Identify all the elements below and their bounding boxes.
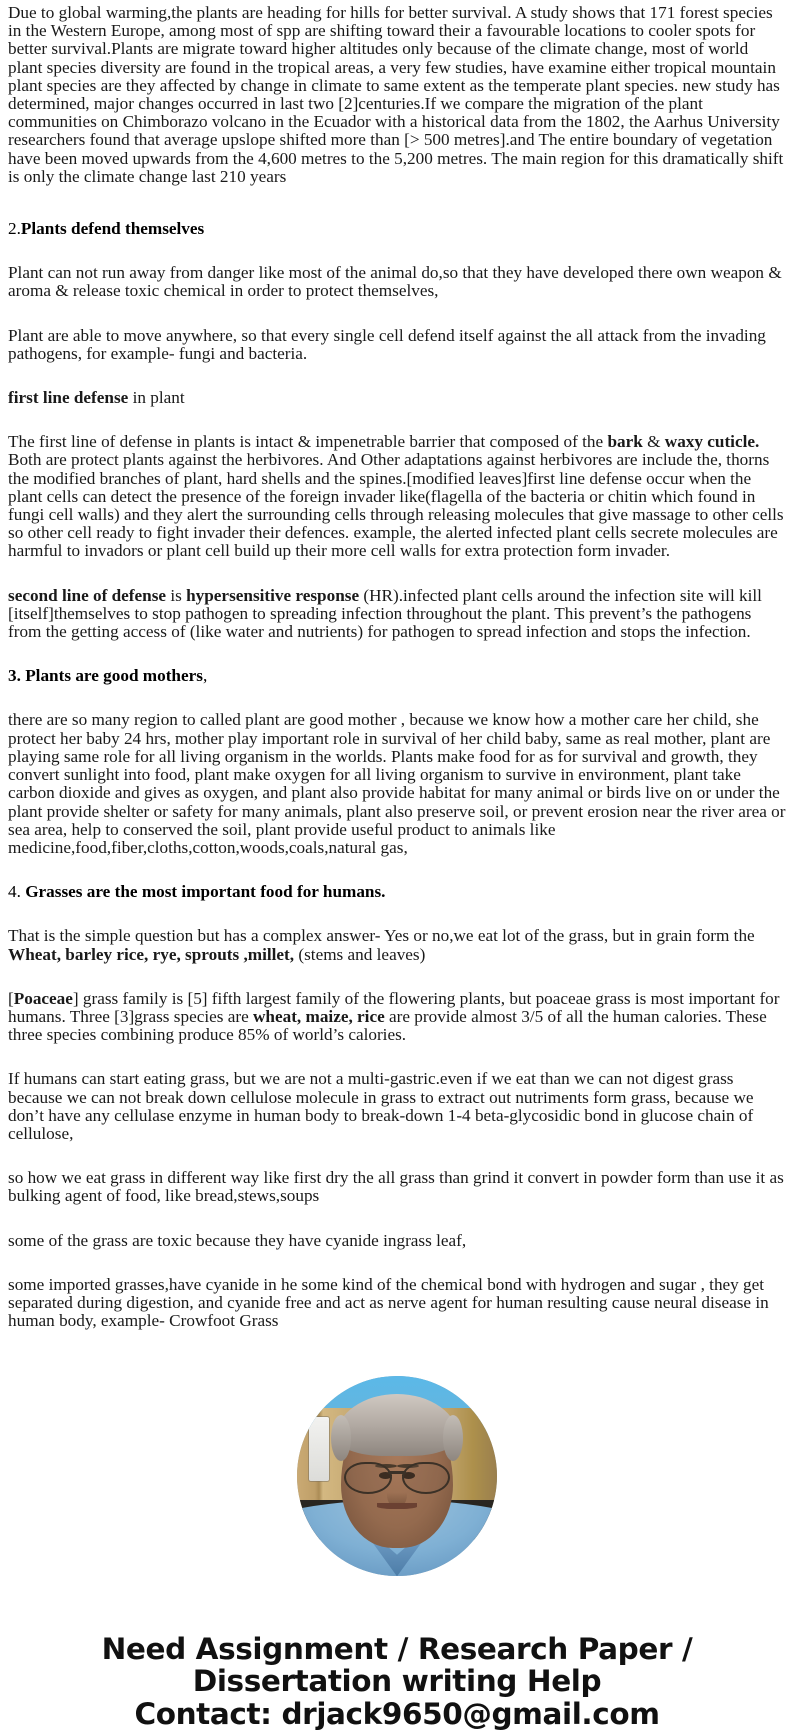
first-defense-part2: Both are protect plants against the herbivores. And Other adaptations against herbivores are include the, thorns the modified branches of plant, hard shells and the spines.[modified leaves]first line defense occur when the plant cells can detect the presence of the foreign invader like(flagella of the bacteria or chitin which found in fungi cell walls) and they alert the surrounding cells through releasing molecules that give massage to other cells so other cell ready to fight invader their defences. example, the alerted infected plant cells secrete molecules are harmful to invadors or plant cell build up their more cell walls for extra protection form invader. — [8, 450, 784, 561]
para-4b-open-bracket: [ — [8, 988, 14, 1008]
paragraph-first-defense — [8, 433, 786, 560]
first-defense-mid: & — [642, 432, 665, 452]
avatar-glasses-bridge — [388, 1471, 406, 1474]
second-defense-bold-lead: second line of defense — [8, 585, 167, 605]
avatar-container — [8, 1376, 786, 1576]
first-defense-bold-waxy-cuticle: waxy cuticle. — [664, 432, 760, 452]
heading-3-title: 3. Plants are good mothers — [8, 666, 203, 686]
spacer — [8, 1264, 786, 1276]
first-defense-bold-bark: bark — [607, 432, 643, 452]
heading-4-number: 4. — [8, 882, 26, 902]
paragraph-2a: Plant can not run away from danger like most of the animal do,so that they have developed there own weapon & aroma & release toxic chemical in order to protect themselves, — [8, 263, 782, 301]
para-4b-bold-species: wheat, maize, rice — [253, 1006, 385, 1026]
heading-2-title: Plants defend themselves — [20, 219, 205, 239]
avatar-lens-left — [344, 1462, 392, 1494]
avatar-lens-right — [402, 1462, 450, 1494]
avatar — [297, 1376, 497, 1576]
clipped-top-line-text — [8, 0, 786, 4]
first-defense-part1: The first line of defense in plants is intact & impenetrable barrier that composed of the — [8, 432, 608, 452]
para-4a-part1: That is the simple question but has a complex answer- Yes or no,we eat lot of the grass, but in grain form the — [8, 926, 755, 946]
paragraph-4e: some of the grass are toxic because they have cyanide ingrass leaf, — [8, 1230, 467, 1250]
glasses-icon — [344, 1462, 450, 1492]
paragraph-intro: Due to global warming,the plants are heading for hills for better survival. A study shows that 171 forest species in the Western Europe, among most of spp are shifting toward their a favourable locations to cooler spots for better survival.Plants are migrate toward higher altitudes only because of the climate change, most of world plant species diversity are found in the tropical areas, a very few studies, have examine either tropical mountain plant species are they affected by change in climate to same extent as the temperate plant species. new study has determined, major changes occurred in last two [2]centuries.If we compare the migration of the plant communities on Chimborazo volcano in the Ecuador with a historical data from the 1802, the Aarhus University researchers found that average upslope shifted more than [> 500 metres].and The entire boundary of vegetation have been moved upwards from the 4,600 metres to the 5,200 metres. The main region for this dramatically shift is only the climate change last 210 years — [8, 3, 784, 186]
first-line-defense-bold: first line defense — [8, 388, 129, 408]
paragraph-4f: some imported grasses,have cyanide in he some kind of the chemical bond with hydrogen and sugar , they get separated during digestion, and cyanide free and act as nerve agent for human resulting cause neural disease in human body, example- Crowfoot Grass — [8, 1274, 769, 1331]
first-line-defense-rest: in plant — [128, 388, 185, 408]
promo-footer — [8, 1634, 786, 1731]
para-4a-part2: (stems and leaves) — [294, 944, 426, 964]
paragraph-4d: so how we eat grass in different way like first dry the all grass than grind it convert in powder form than use it as bulking agent of food, like bread,stews,soups — [8, 1168, 784, 1206]
spacer — [8, 200, 786, 220]
promo-line-2: Contact: drjack9650@gmail.com — [134, 1697, 660, 1731]
paragraph-second-defense — [8, 587, 786, 642]
para-4b-bold-poaceae: Poaceae — [13, 988, 73, 1008]
paragraph-4c: If humans can start eating grass, but we are not a multi-gastric.even if we eat than we can not digest grass because we can not break down cellulose molecule in grass to extract out nutriments form grass, because we don’t have any cellulase enzyme in human body to break-down 1-4 beta-glycosidic bond in glucose chain of cellulose, — [8, 1069, 754, 1143]
paragraph-4b — [8, 990, 786, 1045]
clipped-top-line — [8, 0, 786, 4]
promo-line-1: Need Assignment / Research Paper / Dissertation writing Help — [101, 1632, 693, 1698]
para-4a-bold-grains: Wheat, barley rice, rye, sprouts ,millet, — [8, 944, 295, 964]
spacer — [8, 315, 786, 327]
subheading-first-line-defense — [8, 389, 786, 407]
avatar-mouth — [377, 1503, 417, 1509]
heading-2-number: 2. — [8, 219, 21, 239]
paragraph-2b: Plant are able to move anywhere, so that every single cell defend itself against the all attack from the invading pathogens, for example- fungi and bacteria. — [8, 325, 766, 363]
second-defense-part2: (HR).infected plant cells around the infection site will kill [itself]themselves to stop pathogen to spreading infection throughout the plant. This prevent’s the pathogens from the getting access of (like water and nutrients) for pathogen to spread infection and stops the infection. — [8, 585, 762, 642]
second-defense-mid: is — [166, 585, 187, 605]
para-4b-part2: are provide almost 3/5 of all the human calories. These three species combining produce 85% of world’s calories. — [8, 1006, 767, 1045]
paragraph-3: there are so many region to called plant are good mother , because we know how a mother care her child, she protect her baby 24 hrs, mother play important role in survival of her child baby, same as real mother, plant are playing same role for all living organism in the worlds. Plants make food for as for survival and growth, they convert sunlight into food, plant make oxygen for all living organism to survive in environment, plant take carbon dioxide and gives as oxygen, and plant also provide habitat for many animal or birds live on or under the plant provide shelter or safety for many animals, plant also preserve soil, or prevent erosion near the river area or sea area, help to conserved the soil, plant provide useful product to animals like medicine,food,fiber,cloths,cotton,woods,coals,natural gas, — [8, 710, 786, 857]
paragraph-4a — [8, 927, 786, 963]
spacer — [8, 1220, 786, 1232]
heading-3-trailing: , — [202, 666, 208, 686]
heading-2-plants-defend-themselves — [8, 220, 786, 238]
heading-4-grasses-important-food — [8, 883, 786, 901]
heading-4-title: Grasses are the most important food for humans. — [25, 882, 386, 902]
second-defense-bold-hr: hypersensitive response — [186, 585, 360, 605]
heading-3-plants-are-good-mothers — [8, 667, 786, 685]
para-4b-part1: ] grass family is [5] fifth largest family of the flowering plants, but poaceae grass is most important for humans. Three [3]grass species are — [8, 988, 780, 1026]
